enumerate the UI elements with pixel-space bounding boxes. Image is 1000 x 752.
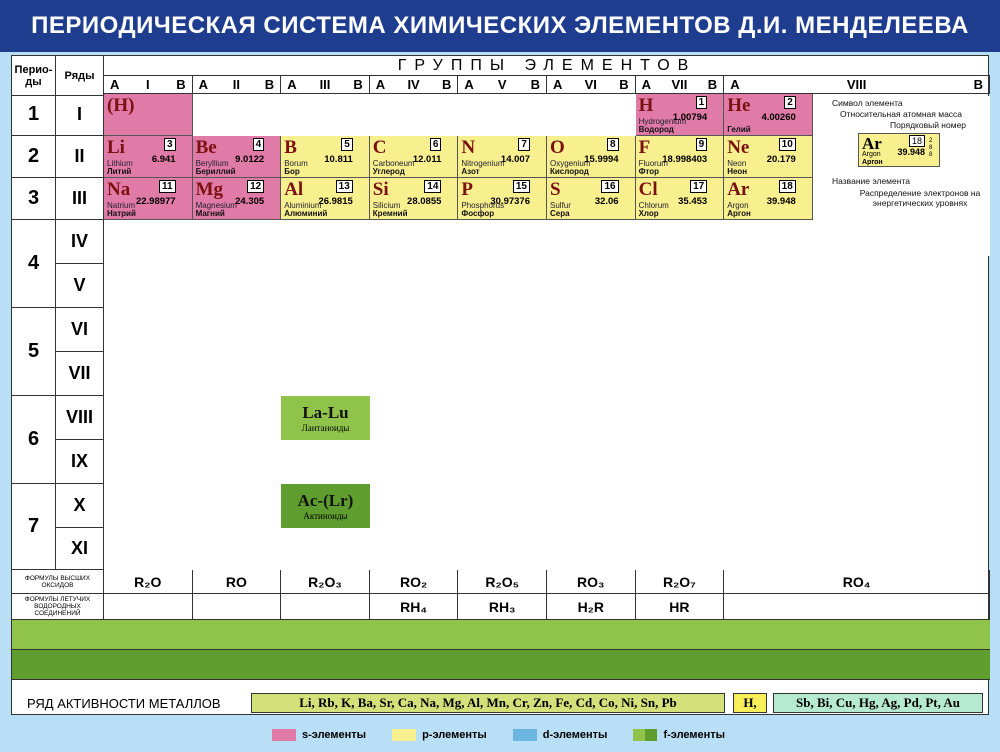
hydride-formula bbox=[724, 594, 990, 620]
element-symbol: Mg bbox=[195, 179, 224, 200]
element-symbol: Ne bbox=[727, 137, 750, 158]
element-symbol: P bbox=[461, 179, 473, 200]
element-cell[interactable] bbox=[458, 136, 547, 178]
period-5: 5 bbox=[12, 308, 56, 396]
element-number: 10 bbox=[779, 138, 796, 151]
legend-example-latin: Argon bbox=[862, 151, 881, 158]
activity-metals: Li, Rb, K, Ba, Sr, Ca, Na, Mg, Al, Mn, Cr, Zn, Fe, Cd, Co, Ni, Sn, Pb bbox=[299, 695, 677, 710]
element-cell[interactable] bbox=[193, 178, 282, 220]
element-symbol: Be bbox=[195, 137, 217, 158]
element-russian-name: Неон bbox=[727, 167, 748, 176]
element-cell[interactable] bbox=[370, 136, 459, 178]
hydride-formula: RH₄ bbox=[370, 594, 459, 620]
actinides-strip bbox=[12, 650, 990, 680]
group-a: A bbox=[287, 77, 297, 92]
element-latin-name: Magnesium bbox=[195, 201, 237, 210]
p-legend-label: p-элементы bbox=[422, 729, 487, 741]
group-header-7 bbox=[636, 76, 725, 94]
legend-example-shells: 2 8 8 bbox=[929, 138, 933, 158]
hydride-formula: HR bbox=[636, 594, 725, 620]
element-number: 9 bbox=[696, 138, 708, 151]
group-header-1 bbox=[104, 76, 193, 94]
oxide-formula: R₂O₅ bbox=[458, 570, 547, 594]
element-mass: 26.9815 bbox=[318, 196, 353, 207]
element-mass: 15.9994 bbox=[584, 154, 619, 165]
oxide-formula: RO₃ bbox=[547, 570, 636, 594]
element-number: 18 bbox=[779, 180, 796, 193]
element-latin-name: Phosphorus bbox=[461, 201, 505, 210]
element-number: 17 bbox=[690, 180, 707, 193]
element-cell[interactable] bbox=[724, 136, 813, 178]
oxide-formula: RO₂ bbox=[370, 570, 459, 594]
element-symbol: B bbox=[284, 137, 297, 158]
element-symbol: (H) bbox=[107, 95, 135, 116]
element-cell[interactable] bbox=[636, 94, 725, 136]
element-number: 5 bbox=[341, 138, 353, 151]
hydrides-label: ФОРМУЛЫ ЛЕТУЧИХ ВОДОРОДНЫХ СОЕДИНЕНИЙ bbox=[12, 594, 104, 620]
activity-after: Sb, Bi, Cu, Hg, Ag, Pd, Pt, Au bbox=[796, 695, 960, 710]
element-symbol: Si bbox=[372, 179, 389, 200]
element-mass: 22.98977 bbox=[135, 196, 176, 207]
element-russian-name: Алюминий bbox=[284, 209, 328, 218]
element-latin-name: Silicium bbox=[372, 201, 401, 210]
element-number: 16 bbox=[601, 180, 618, 193]
f-legend-label: f-элементы bbox=[663, 729, 726, 741]
group-num: II bbox=[232, 77, 240, 92]
d-legend-label: d-элементы bbox=[542, 729, 608, 741]
group-num: I bbox=[145, 77, 150, 92]
element-number: 4 bbox=[253, 138, 265, 151]
group-header-2 bbox=[193, 76, 282, 94]
group-b: B bbox=[707, 77, 718, 92]
element-cell[interactable] bbox=[724, 94, 813, 136]
activity-series bbox=[11, 690, 989, 716]
element-mass: 1.00794 bbox=[672, 112, 708, 123]
element-russian-name: Углерод bbox=[372, 167, 405, 176]
legend-example-mass: 39.948 bbox=[897, 147, 925, 157]
element-symbol: Cl bbox=[638, 179, 658, 200]
legend-name-label: Название элемента bbox=[832, 176, 910, 186]
lanthanides-symbol: La-Lu bbox=[302, 403, 349, 422]
element-cell[interactable] bbox=[370, 178, 459, 220]
element-cell[interactable] bbox=[636, 136, 725, 178]
group-header-3 bbox=[281, 76, 370, 94]
element-number: 11 bbox=[159, 180, 176, 193]
element-number: 8 bbox=[607, 138, 619, 151]
element-symbol: N bbox=[461, 137, 476, 158]
element-latin-name: Sulfur bbox=[550, 201, 571, 210]
group-b: B bbox=[264, 77, 275, 92]
element-latin-name: Lithium bbox=[107, 159, 133, 168]
group-b: B bbox=[176, 77, 186, 92]
element-russian-name: Кремний bbox=[372, 209, 408, 218]
hydride-formula bbox=[281, 594, 370, 620]
group-num: VII bbox=[671, 77, 688, 92]
period-2: 2 bbox=[12, 136, 56, 178]
group-a: A bbox=[464, 77, 474, 92]
legend-example-number: 18 bbox=[909, 135, 925, 147]
oxide-formula: RO bbox=[193, 570, 282, 594]
group-num: V bbox=[497, 77, 507, 92]
element-cell[interactable] bbox=[193, 136, 282, 178]
row-IX: IX bbox=[56, 440, 104, 484]
row-VIII: VIII bbox=[56, 396, 104, 440]
period-7: 7 bbox=[12, 484, 56, 570]
element-mass: 28.0855 bbox=[407, 196, 442, 207]
activity-metals-box bbox=[251, 693, 725, 713]
element-russian-name: Водород bbox=[638, 125, 674, 134]
element-latin-name: Chlorum bbox=[638, 201, 669, 210]
legend-example-symbol: Ar bbox=[862, 134, 882, 153]
element-mass: 18.998403 bbox=[662, 154, 708, 165]
element-latin-name: Nitrogenium bbox=[461, 159, 505, 168]
legend-mass-label: Относительная атомная масса bbox=[840, 109, 963, 119]
group-num: VIII bbox=[846, 77, 867, 92]
element-russian-name: Бериллий bbox=[195, 167, 236, 176]
oxide-formula: R₂O₃ bbox=[281, 570, 370, 594]
element-symbol: Ar bbox=[727, 179, 750, 200]
row-V: V bbox=[56, 264, 104, 308]
element-symbol: Al bbox=[284, 179, 304, 200]
period-4: 4 bbox=[12, 220, 56, 308]
lanthanides-cell bbox=[281, 396, 370, 440]
element-symbol: Na bbox=[107, 179, 131, 200]
element-latin-name: Natrium bbox=[107, 201, 136, 210]
title-bar bbox=[0, 0, 1000, 52]
element-mass: 32.06 bbox=[594, 196, 619, 207]
activity-hydrogen: H, bbox=[743, 695, 757, 710]
row-I: I bbox=[56, 94, 104, 136]
group-b: B bbox=[441, 77, 452, 92]
element-symbol: O bbox=[550, 137, 565, 158]
element-russian-name: Фтор bbox=[638, 167, 660, 176]
actinides-name: Актиноиды bbox=[303, 511, 348, 521]
group-b: B bbox=[619, 77, 629, 92]
element-mass: 14.007 bbox=[500, 154, 530, 165]
row-XI: XI bbox=[56, 528, 104, 570]
row-II: II bbox=[56, 136, 104, 178]
element-mass: 4.00260 bbox=[761, 112, 796, 123]
element-russian-name: Кислород bbox=[550, 167, 589, 176]
element-number: 2 bbox=[784, 96, 796, 109]
group-b: B bbox=[973, 77, 983, 92]
p-swatch bbox=[392, 729, 416, 741]
legend-symbol-label: Символ элемента bbox=[832, 98, 903, 108]
element-number: 15 bbox=[513, 180, 530, 193]
element-cell[interactable] bbox=[104, 136, 193, 178]
legend-electrons-label: Распределение электронов на энергетических уровнях bbox=[859, 188, 981, 208]
element-mass: 20.179 bbox=[766, 154, 796, 165]
element-symbol: C bbox=[372, 137, 387, 158]
element-russian-name: Магний bbox=[195, 209, 225, 218]
activity-label: РЯД АКТИВНОСТИ МЕТАЛЛОВ bbox=[27, 696, 221, 711]
row-IV: IV bbox=[56, 220, 104, 264]
group-header-6 bbox=[547, 76, 636, 94]
group-header-4 bbox=[370, 76, 459, 94]
oxide-formula: R₂O bbox=[104, 570, 193, 594]
s-legend-label: s-элементы bbox=[302, 729, 367, 741]
oxide-formula: R₂O₇ bbox=[636, 570, 725, 594]
group-b: B bbox=[353, 77, 363, 92]
actinides-symbol: Ac-(Lr) bbox=[297, 491, 354, 510]
element-latin-name: Carboneum bbox=[372, 159, 415, 168]
period-6: 6 bbox=[12, 396, 56, 484]
period-3: 3 bbox=[12, 178, 56, 220]
element-latin-name: Argon bbox=[727, 201, 749, 210]
element-latin-name: Beryllium bbox=[195, 159, 229, 168]
element-cell[interactable] bbox=[104, 178, 193, 220]
legend-number-label: Порядковый номер bbox=[890, 120, 967, 130]
hydride-formula: RH₃ bbox=[458, 594, 547, 620]
element-latin-name: Aluminium bbox=[284, 201, 322, 210]
group-a: A bbox=[375, 77, 386, 92]
element-russian-name: Бор bbox=[284, 167, 300, 176]
d-swatch bbox=[513, 729, 537, 741]
row-VI: VI bbox=[56, 308, 104, 352]
element-cell[interactable] bbox=[724, 178, 813, 220]
element-russian-name: Гелий bbox=[727, 125, 751, 134]
row-III: III bbox=[56, 178, 104, 220]
element-symbol: Li bbox=[107, 137, 125, 158]
rows-header: Ряды bbox=[56, 56, 104, 96]
periodic-table bbox=[11, 55, 989, 715]
hydride-formula bbox=[193, 594, 282, 620]
hydride-formula bbox=[104, 594, 193, 620]
activity-after-box bbox=[773, 693, 983, 713]
element-mass: 9.0122 bbox=[235, 154, 265, 165]
type-legend bbox=[272, 724, 725, 746]
element-russian-name: Азот bbox=[461, 167, 480, 176]
row-VII: VII bbox=[56, 352, 104, 396]
element-symbol: He bbox=[727, 95, 751, 116]
element-latin-name: Hydrogenium bbox=[638, 117, 687, 126]
f-swatch bbox=[633, 729, 657, 741]
element-cell[interactable] bbox=[547, 136, 636, 178]
element-cell[interactable] bbox=[458, 178, 547, 220]
lanthanides-strip bbox=[12, 620, 990, 650]
group-header-8 bbox=[724, 76, 990, 94]
element-number: 12 bbox=[247, 180, 264, 193]
element-latin-name: Oxygenium bbox=[550, 159, 591, 168]
periods-header: Перио- ды bbox=[12, 56, 56, 96]
element-mass: 10.811 bbox=[324, 154, 353, 165]
element-number: 14 bbox=[424, 180, 441, 193]
s-swatch bbox=[272, 729, 296, 741]
group-header-5 bbox=[458, 76, 547, 94]
activity-hydrogen-box bbox=[733, 693, 767, 713]
group-num: IV bbox=[407, 77, 420, 92]
group-a: A bbox=[110, 77, 120, 92]
row-X: X bbox=[56, 484, 104, 528]
lanthanides-name: Лантаноиды bbox=[301, 423, 350, 433]
element-cell[interactable] bbox=[636, 178, 725, 220]
actinides-cell bbox=[281, 484, 370, 528]
group-a: A bbox=[553, 77, 563, 92]
groups-title: ГРУППЫ ЭЛЕМЕНТОВ bbox=[104, 56, 990, 76]
oxides-label: ФОРМУЛЫ ВЫСШИХ ОКСИДОВ bbox=[12, 570, 104, 594]
element-symbol: F bbox=[638, 137, 651, 158]
element-russian-name: Натрий bbox=[107, 209, 136, 218]
legend-example-rus: Аргон bbox=[862, 159, 883, 166]
legend-example-cell bbox=[858, 133, 940, 167]
element-latin-name: Borum bbox=[284, 159, 308, 168]
element-number: 7 bbox=[518, 138, 530, 151]
element-cell[interactable] bbox=[281, 136, 370, 178]
element-russian-name: Литий bbox=[107, 167, 132, 176]
element-number: 3 bbox=[164, 138, 176, 151]
element-number: 6 bbox=[430, 138, 442, 151]
element-mass: 12.011 bbox=[412, 154, 442, 165]
group-b: B bbox=[530, 77, 540, 92]
element-symbol: S bbox=[550, 179, 561, 200]
group-a: A bbox=[198, 77, 208, 92]
element-cell[interactable] bbox=[281, 178, 370, 220]
element-russian-name: Аргон bbox=[727, 209, 751, 218]
element-latin-name: Fluorum bbox=[638, 159, 668, 168]
page-title: ПЕРИОДИЧЕСКАЯ СИСТЕМА ХИМИЧЕСКИХ ЭЛЕМЕНТОВ Д.И. МЕНДЕЛЕЕВА bbox=[31, 12, 969, 39]
element-mass: 24.305 bbox=[235, 196, 265, 207]
element-mass: 35.453 bbox=[678, 196, 708, 207]
oxide-formula: RO₄ bbox=[724, 570, 990, 594]
element-symbol: H bbox=[638, 95, 654, 116]
hydride-formula: H₂R bbox=[547, 594, 636, 620]
element-number: 13 bbox=[336, 180, 353, 193]
group-a: A bbox=[730, 77, 740, 92]
element-cell[interactable] bbox=[104, 94, 193, 136]
element-russian-name: Фосфор bbox=[461, 209, 495, 218]
element-mass: 30.97376 bbox=[490, 196, 530, 207]
element-legend bbox=[830, 96, 990, 256]
element-number: 1 bbox=[696, 96, 708, 109]
group-a: A bbox=[641, 77, 651, 92]
period-1: 1 bbox=[12, 94, 56, 136]
element-cell[interactable] bbox=[547, 178, 636, 220]
element-mass: 39.948 bbox=[766, 196, 796, 207]
group-num: III bbox=[319, 77, 331, 92]
element-latin-name: Neon bbox=[727, 159, 747, 168]
element-russian-name: Хлор bbox=[638, 209, 659, 218]
element-mass: 6.941 bbox=[151, 154, 176, 165]
element-russian-name: Сера bbox=[550, 209, 570, 218]
group-num: VI bbox=[584, 77, 597, 92]
